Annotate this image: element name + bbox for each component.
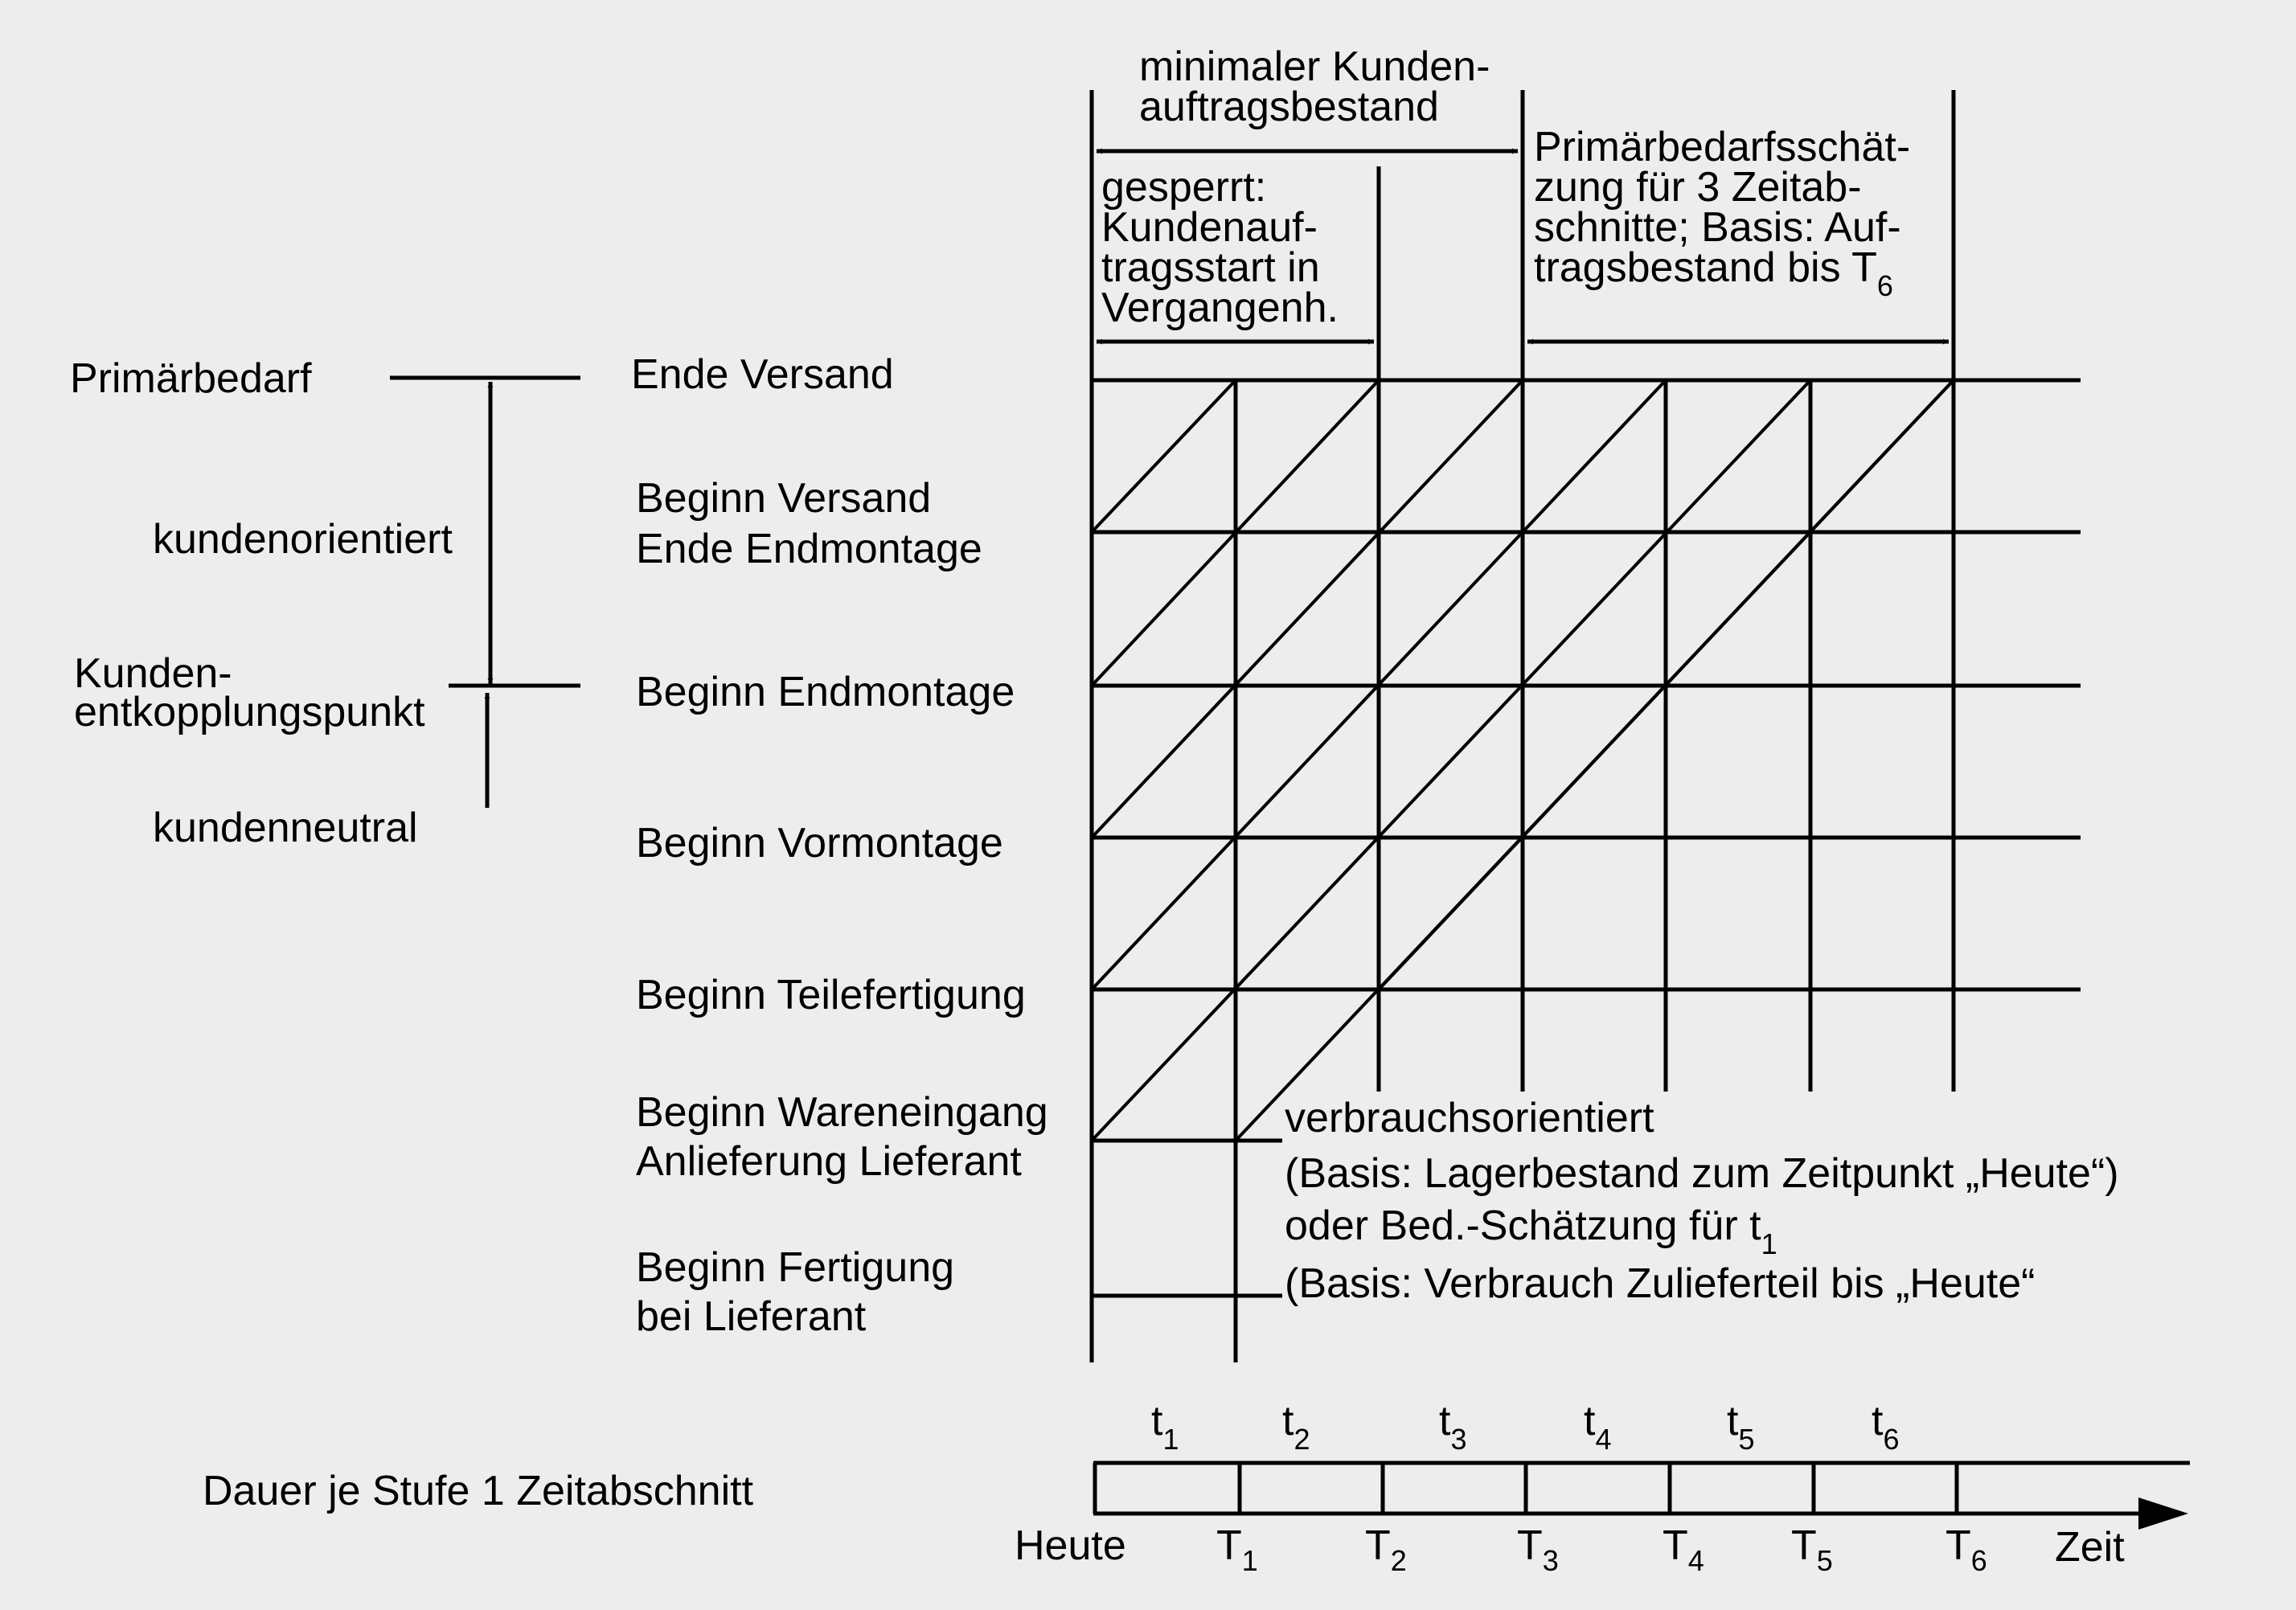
customer-neutral-label: kundenneutral [153,805,418,851]
lead-time-diagonal [1092,380,1236,532]
stage-label: Beginn Fertigung [636,1244,955,1291]
stage-labels [631,351,1048,1340]
blocked-label: Kundenauf- [1101,204,1318,251]
primary-demand-label: Primärbedarf [70,355,312,402]
customer-oriented-label: kundenorientiert [153,516,453,563]
decoupling-point-label-1: Kunden- [74,650,232,697]
consumption-note-line: oder Bed.-Schätzung für $t_1$ [1285,1202,1777,1260]
stage-label: Beginn Wareneingang [636,1089,1048,1136]
blocked-label: Vergangenh. [1101,285,1339,331]
period-label: $t_4$ [1584,1398,1612,1456]
start-label: Heute [1015,1522,1126,1569]
point-label: $T_4$ [1663,1522,1704,1577]
consumption-note-line: verbrauchsorientiert [1285,1095,1654,1141]
stage-label: Ende Endmontage [636,526,982,572]
stage-label: Beginn Versand [636,475,932,522]
blocked-label: gesperrt: [1101,164,1267,211]
point-label: $T_6$ [1945,1522,1987,1577]
forecast-label: Primärbedarfsschät- [1534,124,1911,170]
period-label: $t_2$ [1282,1398,1310,1456]
period-label: $t_5$ [1727,1398,1755,1456]
point-label: $T_3$ [1517,1522,1559,1577]
duration-label: Dauer je Stufe 1 Zeitabschnitt [203,1468,754,1514]
consumption-note [1285,1095,2119,1307]
blocked-label: tragsstart in [1101,244,1320,291]
lead-time-diagonal [1092,380,1810,1141]
min-order-label-2: auftragsbestand [1139,84,1439,130]
timeline [203,1398,2190,1577]
forecast-label: schnitte; Basis: Auf- [1534,204,1901,251]
stage-label: Beginn Endmontage [636,669,1015,715]
point-label: $T_1$ [1216,1522,1258,1577]
timeline-arrowhead [2138,1497,2188,1530]
consumption-note-line: (Basis: Verbrauch Zulieferteil bis „Heute“ [1285,1260,2036,1307]
period-label: $t_1$ [1151,1398,1179,1456]
period-label: $t_3$ [1439,1398,1467,1456]
consumption-note-line: (Basis: Lagerbestand zum Zeitpunkt „Heute“) [1285,1150,2119,1197]
axis-label: Zeit [2055,1524,2125,1571]
min-order-label-1: minimaler Kunden- [1139,43,1490,90]
stage-label: Beginn Teilefertigung [636,972,1026,1018]
forecast-label: zung für 3 Zeitab- [1534,164,1862,211]
period-label: $t_6$ [1872,1398,1900,1456]
stage-label: Beginn Vormontage [636,820,1003,866]
point-label: $T_2$ [1365,1522,1407,1577]
stage-label: Anlieferung Lieferant [636,1138,1022,1185]
lead-time-diagonal [1092,380,1523,838]
forecast-label: tragsbestand bis $T_6$ [1534,244,1893,302]
stage-label: bei Lieferant [636,1293,867,1340]
stage-label: Ende Versand [631,351,894,398]
point-label: $T_5$ [1791,1522,1833,1577]
left-axis [70,355,580,851]
decoupling-point-label-2: entkopplungspunkt [74,689,425,735]
